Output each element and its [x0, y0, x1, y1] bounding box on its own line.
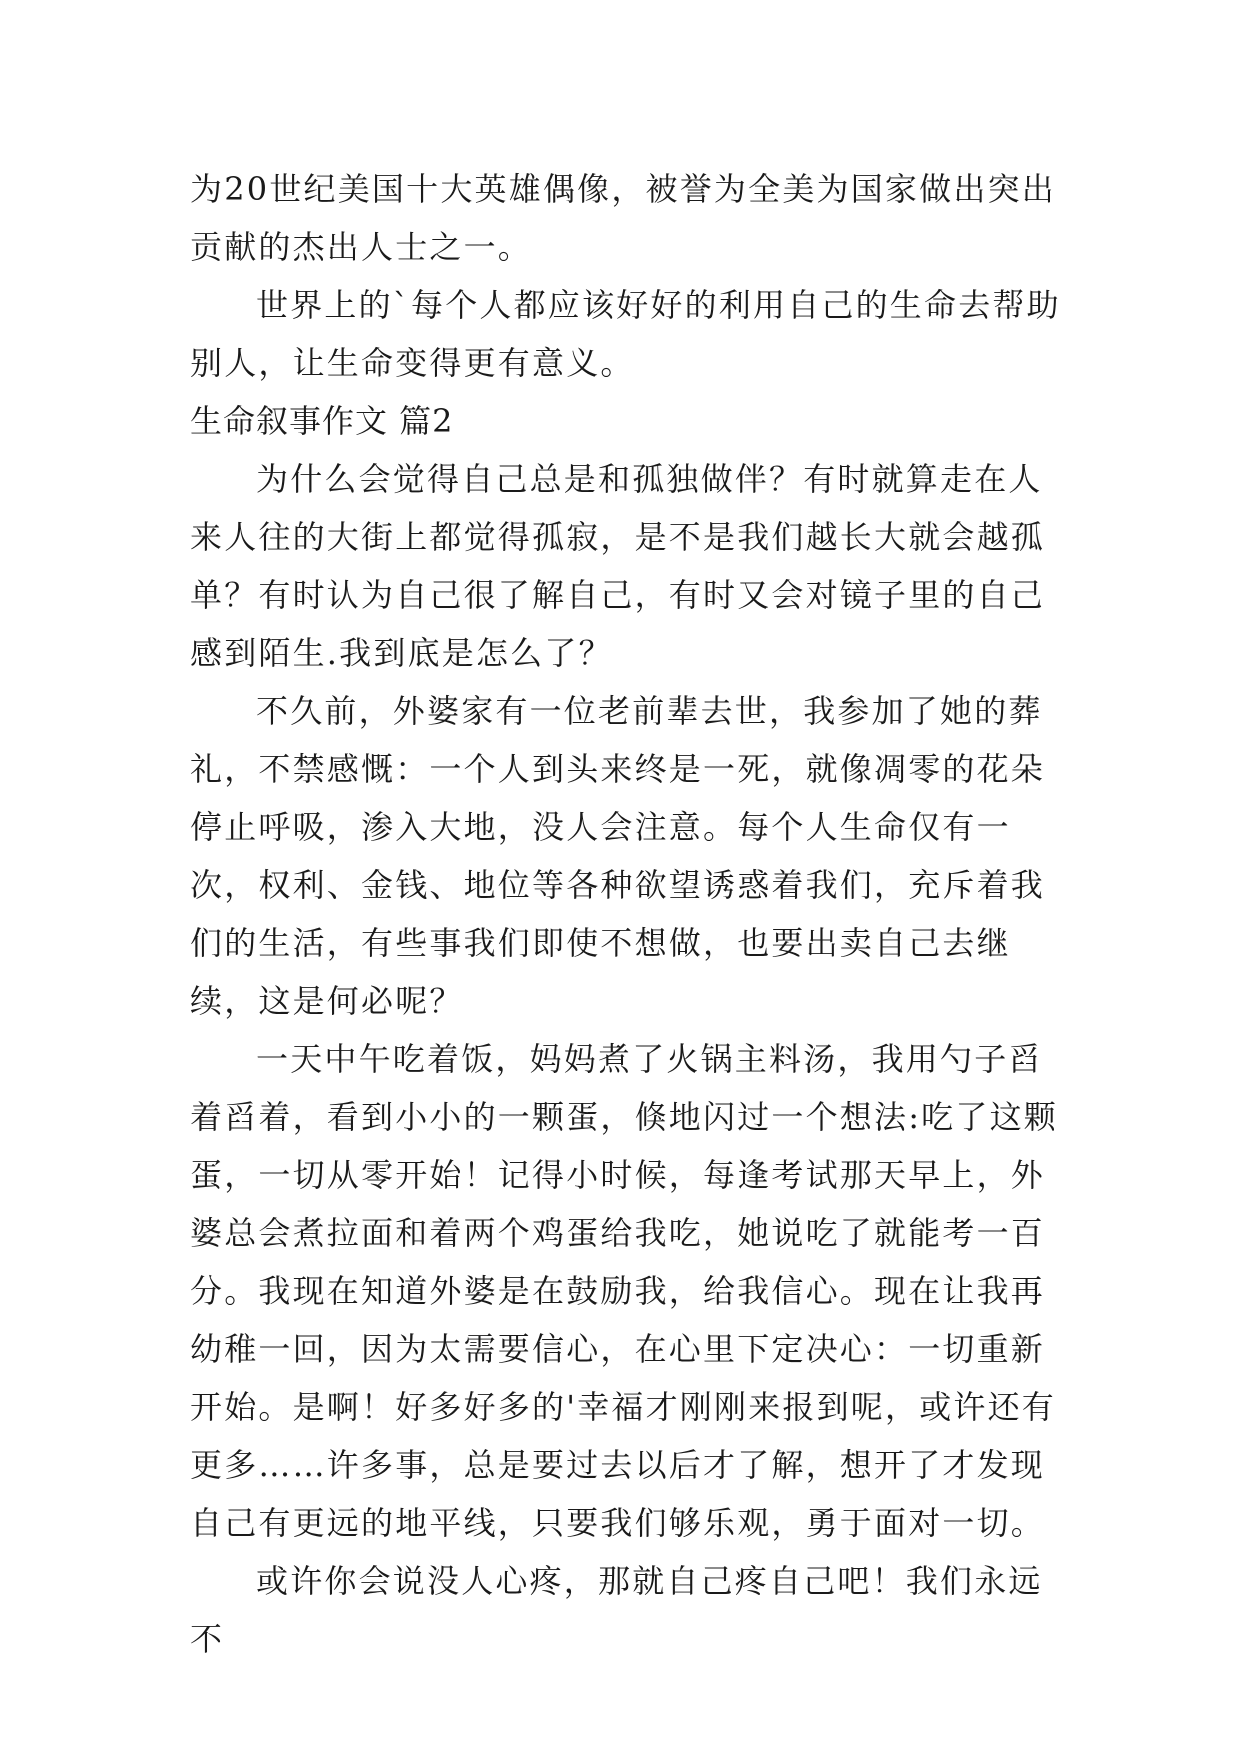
- paragraph-continued: 为20世纪美国十大英雄偶像，被誉为全美为国家做出突出贡献的杰出人士之一。: [190, 170, 1056, 266]
- body-paragraph-3: 一天中午吃着饭，妈妈煮了火锅主料汤，我用勺子舀着舀着，看到小小的一颗蛋，倏地闪过一个想法:吃了这颗蛋，一切从零开始！记得小时候，每逢考试那天早上，外婆总会煮拉面和着两个鸡蛋给我吃，她说吃了就能考一百分。我现在知道外婆是在鼓励我，给我信心。现在让我再幼稚一回，因为太需要信心，在心里下定决心：一切重新开始。是啊！好多好多的'幸福才刚刚来报到呢，或许还有更多……许多事，总是要过去以后才了解，想开了才发现自己有更远的地平线，只要我们够乐观，勇于面对一切。: [190, 1040, 1058, 1542]
- section-heading: 生命叙事作文 篇2: [190, 402, 454, 440]
- document-body: [190, 160, 1070, 1668]
- body-paragraph-4: 或许你会说没人心疼，那就自己疼自己吧！我们永远不: [190, 1562, 1043, 1658]
- body-paragraph-1: 为什么会觉得自己总是和孤独做伴？有时就算走在人来人往的大街上都觉得孤寂，是不是我们越长大就会越孤单？有时认为自己很了解自己，有时又会对镜子里的自己感到陌生.我到底是怎么了？: [190, 460, 1046, 672]
- body-paragraph-2: 不久前，外婆家有一位老前辈去世，我参加了她的葬礼，不禁感慨：一个人到头来终是一死，就像凋零的花朵停止呼吸，渗入大地，没人会注意。每个人生命仅有一次，权利、金钱、地位等各种欲望诱惑着我们，充斥着我们的生活，有些事我们即使不想做，也要出卖自己去继续，这是何必呢？: [190, 692, 1046, 1020]
- paragraph-conclusion: 世界上的`每个人都应该好好的利用自己的生命去帮助别人，让生命变得更有意义。: [190, 286, 1061, 382]
